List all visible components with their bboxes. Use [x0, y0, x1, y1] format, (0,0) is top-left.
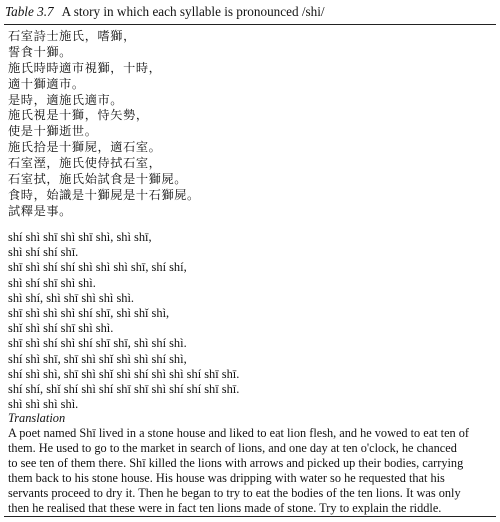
chinese-line: 使是十獅逝世。 [8, 124, 98, 139]
translation-line: servants proceed to dry it. Then he began to try to eat the bodies of the ten lions. It was only [8, 486, 461, 501]
chinese-text-block [8, 29, 200, 220]
romanization-line: shì shí, shì shī shì shì shì. [8, 290, 134, 305]
table-caption: A story in which each syllable is pronounced /shi/ [61, 4, 325, 19]
romanization-line: shí shì shī shì shī shì, shì shī, [8, 230, 152, 244]
romanization-line: shì shì shì shì. [8, 397, 79, 412]
romanization-line: shí shì shī, shī shì shǐ shì shì shí shì, [8, 351, 187, 366]
chinese-line: 施氏時時適市視獅，十時， [8, 60, 162, 75]
romanization-line: shì shí shī shì shì. [8, 275, 96, 290]
chinese-line: 石室溼，施氏使侍拭石室， [8, 156, 162, 171]
chinese-line: 石室詩士施氏，嗜獅， [8, 29, 136, 43]
chinese-line: 施氏視是十獅，恃矢勢， [8, 108, 149, 123]
romanization-line: shì shí shí shī. [8, 245, 79, 260]
translation-line: A poet named Shī lived in a stone house and liked to eat lion flesh, and he vowed to eat ten of [8, 426, 470, 440]
translation-line: to see ten of them there. Shī killed the lions with arrows and picked up their bodies, carrying [8, 456, 464, 471]
chinese-line: 施氏拾是十獅屍，適石室。 [8, 140, 162, 155]
romanization-line: shǐ shì shí shī shì shì. [8, 321, 114, 336]
romanization-line: shī shì shí shí shì shì shì shī, shí shí, [8, 260, 187, 275]
chinese-line: 誓食十獅。 [8, 44, 72, 59]
romanization-line: shī shì shì shì shí shī, shì shǐ shì, [8, 305, 170, 320]
romanization-block [8, 230, 239, 412]
romanization-line: shí shì shì, shī shì shǐ shì shí shì shì shí shī shī. [8, 366, 240, 381]
chinese-line: 適十獅適市。 [8, 76, 85, 91]
table-title [5, 4, 495, 20]
bottom-rule [4, 516, 496, 517]
chinese-line: 食時，始識是十獅屍是十石獅屍。 [8, 187, 200, 202]
translation-line: them back to his stone house. His house was dripping with water so he requested that his [8, 471, 445, 486]
translation-line: then he realised that these were in fact ten lions made of stone. Try to explain the riddle. [8, 501, 442, 516]
translation-heading: Translation [8, 411, 66, 425]
translation-paragraph [8, 426, 494, 517]
romanization-line: shí shí, shǐ shí shì shí shī shī shì shí shí shī shī. [8, 381, 240, 396]
translation-line: them. He used to go to the market in search of lions, and one day at ten o'clock, he chanced [8, 441, 457, 456]
chinese-line: 試釋是事。 [8, 203, 72, 218]
table-label: Table 3.7 [5, 4, 54, 19]
chinese-line: 石室拭，施氏始試食是十獅屍。 [8, 172, 188, 187]
romanization-line: shī shì shí shì shí shī shī, shì shí shì. [8, 336, 187, 351]
top-rule [4, 24, 496, 25]
chinese-line: 是時，適施氏適市。 [8, 92, 124, 107]
